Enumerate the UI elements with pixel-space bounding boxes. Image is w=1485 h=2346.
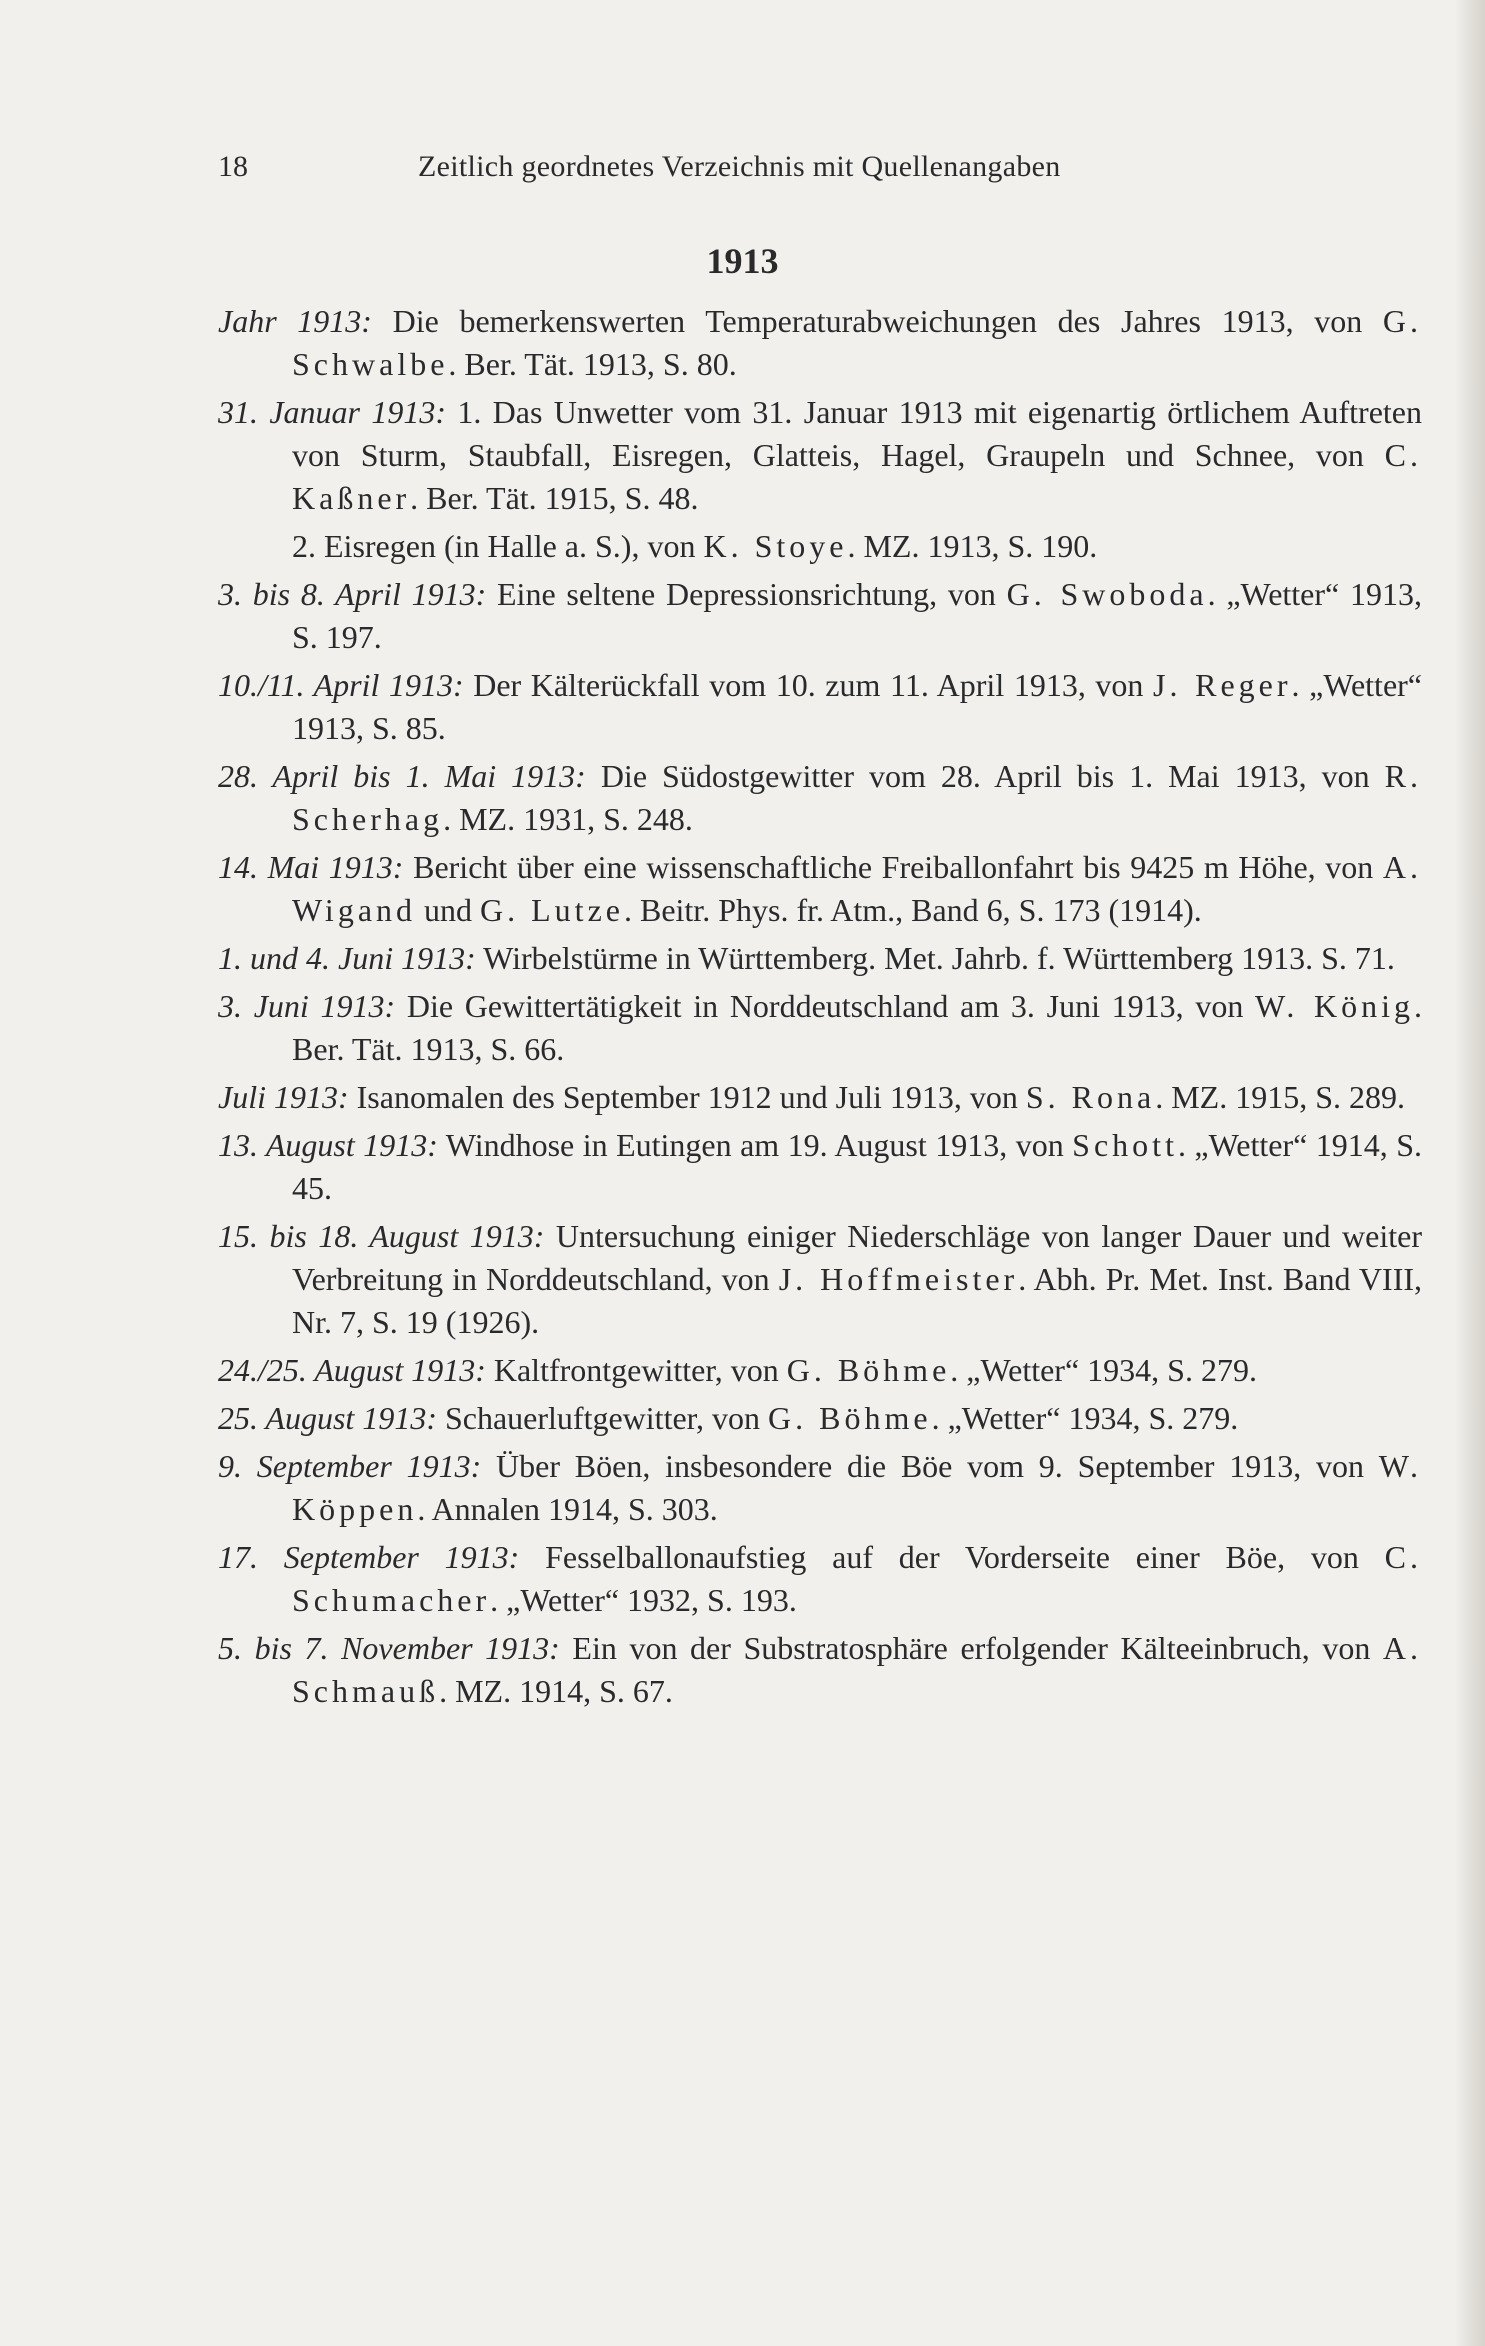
year-heading: 1913 (706, 241, 779, 281)
entry-text: Eine seltene Depressionsrichtung, von (486, 576, 1007, 612)
entry-source: . MZ. 1931, S. 248. (443, 801, 693, 837)
entry-author: G. Böhme (786, 1352, 951, 1388)
list-item (218, 937, 1422, 980)
entry-author: G. Schwalbe (292, 303, 1423, 382)
entry-text: Schauerluftgewitter, von (436, 1400, 769, 1436)
entry-source: . MZ. 1914, S. 67. (439, 1673, 673, 1709)
entry-date: 25. August 1913: (218, 1400, 437, 1436)
list-item (218, 1397, 1422, 1440)
entry-date: 24./25. August 1913: (218, 1352, 486, 1388)
entry-author: A. Schmauß (292, 1630, 1423, 1709)
entry-author: K. Stoye (703, 528, 848, 564)
list-item (218, 1536, 1422, 1622)
list-item (218, 846, 1422, 932)
entry-source: . Beitr. Phys. fr. Atm., Band 6, S. 173 (1914). (623, 892, 1202, 928)
entry-text: 1. Das Unwetter vom 31. Januar 1913 mit eigenartig örtlichem Auftreten von Sturm, Staubfall, Eisregen, Glatteis, Hagel, Graupeln und Schnee, von (292, 394, 1423, 473)
entry-author: C. Schumacher (292, 1539, 1423, 1618)
entry-author: W. Köppen (292, 1448, 1423, 1527)
page-header (218, 144, 1228, 190)
entry-text: Über Böen, insbesondere die Böe vom 9. September 1913, von (481, 1448, 1379, 1484)
entry-text-join: und (416, 892, 481, 928)
entry-source: . Abh. Pr. Met. Inst. Band VIII, Nr. 7, S. 19 (1926). (292, 1261, 1423, 1340)
entry-date: Juli 1913: (218, 1079, 349, 1115)
entry-source: . „Wetter“ 1932, S. 193. (490, 1582, 797, 1618)
entry-author: G. Swoboda (1006, 576, 1208, 612)
entry-date: 14. Mai 1913: (218, 849, 404, 885)
entry-source: . Ber. Tät. 1913, S. 80. (448, 346, 737, 382)
entry-list (218, 300, 1422, 1718)
entry-text: Kaltfrontgewitter, von (485, 1352, 787, 1388)
entry-date: 15. bis 18. August 1913: (218, 1218, 545, 1254)
entry-source: . Ber. Tät. 1913, S. 66. (292, 988, 1423, 1067)
entry-text: Die bemerkenswerten Temperaturabweichungen des Jahres 1913, von (371, 303, 1383, 339)
list-item (218, 1076, 1422, 1119)
entry-author: Schott (1072, 1127, 1178, 1163)
list-item (218, 1627, 1422, 1713)
entry-author: J. Reger (1153, 667, 1292, 703)
list-item (218, 525, 1422, 568)
entry-text: Wirbelstürme in Württemberg. Met. Jahrb. f. Württemberg 1913. S. 71. (475, 940, 1395, 976)
list-item (218, 1349, 1422, 1392)
entry-date: 9. September 1913: (218, 1448, 482, 1484)
entry-source: . „Wetter“ 1914, S. 45. (292, 1127, 1423, 1206)
entry-date: 31. Januar 1913: (218, 394, 446, 430)
entry-author: S. Rona (1025, 1079, 1156, 1115)
entry-author: A. Wigand (292, 849, 1423, 928)
entry-text: Untersuchung einiger Niederschläge von langer Dauer und weiter Verbreitung in Norddeutschland, von (292, 1218, 1422, 1297)
entry-text: Bericht über eine wissenschaftliche Freiballonfahrt bis 9425 m Höhe, von (403, 849, 1383, 885)
running-title: Zeitlich geordnetes Verzeichnis mit Quellenangaben (418, 150, 1061, 183)
list-item (218, 1445, 1422, 1531)
list-item (218, 573, 1422, 659)
entry-source: . Ber. Tät. 1915, S. 48. (410, 480, 699, 516)
list-item (218, 1124, 1422, 1210)
entry-author-2: G. Lutze (480, 892, 624, 928)
entry-text: Die Gewittertätigkeit in Norddeutschland am 3. Juni 1913, von (395, 988, 1256, 1024)
page-spine-shadow (1455, 0, 1485, 2346)
entry-text: Fesselballonaufstieg auf der Vorderseite einer Böe, von (519, 1539, 1385, 1575)
entry-date: 3. Juni 1913: (218, 988, 396, 1024)
entry-text: Ein von der Substratosphäre erfolgender Kälteeinbruch, von (559, 1630, 1383, 1666)
entry-source: . „Wetter“ 1913, S. 85. (292, 667, 1422, 746)
list-item (218, 391, 1422, 520)
entry-text: Windhose in Eutingen am 19. August 1913, von (437, 1127, 1073, 1163)
entry-source: . MZ. 1913, S. 190. (847, 528, 1098, 564)
entry-text: Der Kälterückfall vom 10. zum 11. April 1913, von (463, 667, 1154, 703)
entry-author: R. Scherhag (292, 758, 1423, 837)
entry-author: J. Hoffmeister (778, 1261, 1019, 1297)
entry-date: 5. bis 7. November 1913: (218, 1630, 560, 1666)
entry-text: 2. Eisregen (in Halle a. S.), von (292, 528, 704, 564)
entry-source: . „Wetter“ 1913, S. 197. (292, 576, 1423, 655)
entry-source: . MZ. 1915, S. 289. (1155, 1079, 1406, 1115)
list-item (218, 1215, 1422, 1344)
entry-author: C. Kaßner (292, 437, 1422, 516)
entry-date: 1. und 4. Juni 1913: (218, 940, 476, 976)
entry-source: . Annalen 1914, S. 303. (417, 1491, 718, 1527)
entry-date: 28. April bis 1. Mai 1913: (218, 758, 586, 794)
list-item (218, 755, 1422, 841)
entry-author: W. König (1255, 988, 1415, 1024)
entry-text: Die Südostgewitter vom 28. April bis 1. Mai 1913, von (585, 758, 1385, 794)
entry-author: G. Böhme (768, 1400, 932, 1436)
entry-date: 13. August 1913: (218, 1127, 438, 1163)
entry-date: 10./11. April 1913: (218, 667, 464, 703)
list-item (218, 985, 1422, 1071)
entry-date: 3. bis 8. April 1913: (218, 576, 487, 612)
list-item (218, 664, 1422, 750)
entry-date: 17. September 1913: (218, 1539, 520, 1575)
list-item (218, 300, 1422, 386)
entry-source: . „Wetter“ 1934, S. 279. (931, 1400, 1239, 1436)
page-number: 18 (218, 150, 248, 183)
entry-date: Jahr 1913: (218, 303, 372, 339)
entry-text: Isanomalen des September 1912 und Juli 1913, von (348, 1079, 1026, 1115)
entry-source: . „Wetter“ 1934, S. 279. (950, 1352, 1257, 1388)
